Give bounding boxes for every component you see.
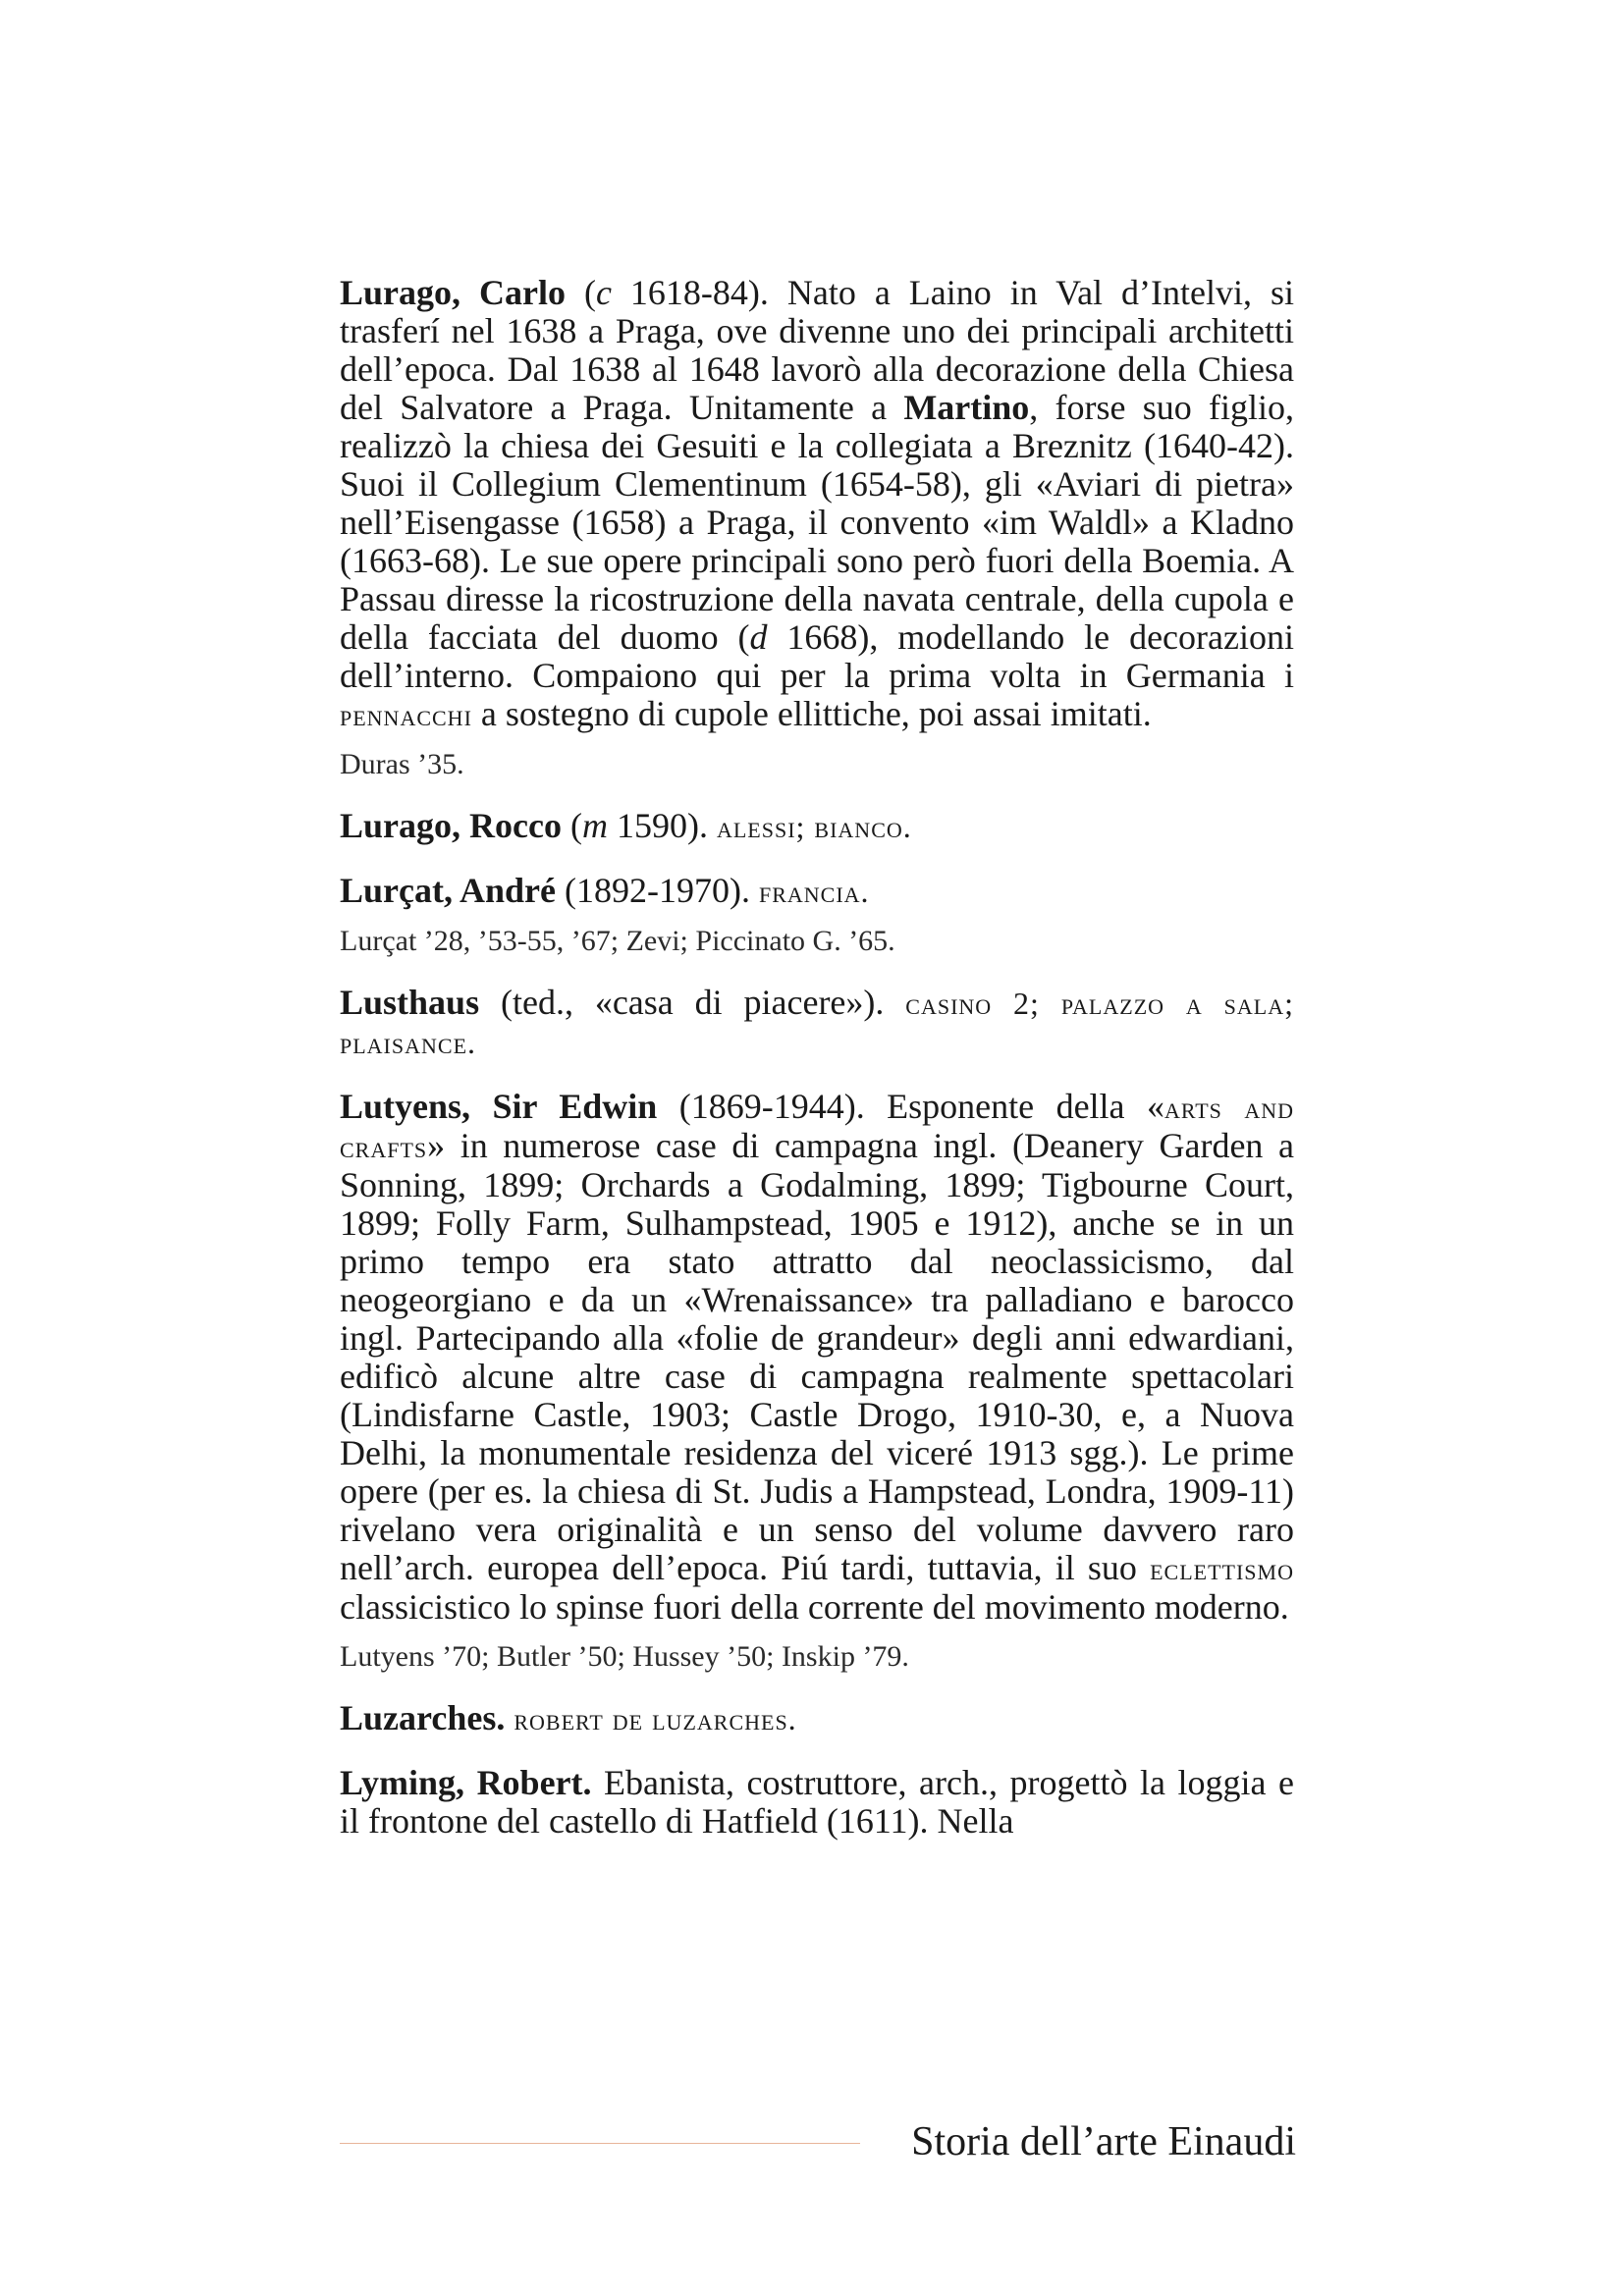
cross-reference: pennacchi [340,697,472,732]
dictionary-entry [340,1699,1294,1738]
cross-reference: casino 2; palazzo a sala; plaisance. [340,986,1294,1060]
entry-headword: Lyming, Robert. [340,1763,592,1802]
entry-text: ( [565,273,596,312]
entry-body [340,1699,1294,1738]
entry-body [340,984,1294,1062]
entry-text: 1668), modellando le decorazioni dell’interno. Compaiono qui per la prima volta in Germania i [340,617,1294,695]
entry-text: Ebanista, costruttore, arch., progettò la loggia e il frontone del castello di Hatfield (1611). Nella [340,1763,1294,1841]
entry-body [340,1088,1294,1627]
abbreviation: m [581,806,608,845]
abbreviation: d [749,617,768,657]
cross-reference: arts and crafts [340,1090,1295,1164]
cross-reference: francia. [758,874,870,909]
related-name: Martino [903,388,1030,427]
dictionary-entry [340,1088,1294,1674]
dictionary-entry [340,872,1294,958]
dictionary-entry [340,1764,1294,1841]
entry-headword: Lurago, Carlo [340,273,566,312]
entry-body [340,807,1294,846]
cross-reference: alessi; bianco. [716,809,912,844]
entry-headword: Lurçat, André [340,871,556,910]
entry-text: 1590). [607,806,717,845]
entry-text [505,1698,514,1737]
entry-text: a sostegno di cupole ellittiche, poi assai imitati. [471,694,1152,733]
entry-headword: Lutyens, Sir Edwin [340,1087,658,1126]
abbreviation: c [595,273,612,312]
dictionary-entry [340,807,1294,846]
entry-headword: Luzarches. [340,1698,506,1737]
entry-text: (1892-1970). [556,871,759,910]
entry-text: (ted., «casa di piacere»). [479,983,906,1022]
entry-body [340,872,1294,911]
footer-title: Storia dell’arte Einaudi [911,2119,1296,2164]
entry-text: » in numerose case di campagna ingl. (Deanery Garden a Sonning, 1899; Orchards a Godalming, 1899; Tigbourne Court, 1899; Folly Farm, Sulhampstead, 1905 e 1912), anche se in un primo tempo era stato attratto dal neoclassicismo, dal neogeorgiano e da un «Wrenaissance» tra palladiano e barocco ingl. Partecipando alla «folie de grandeur» degli anni edwardiani, edificò alcune altre case di campagna realmente spettacolari (Lindisfarne Castle, 1903; Castle Drogo, 1910-30, e, a Nuova Delhi, la monumentale residenza del viceré 1913 sgg.). Le prime opere (per es. la chiesa di St. Judis a Hampstead, Londra, 1909-11) rivelano vera originalità e un senso del volume davvero raro nell’arch. europea dell’epoca. Piú tardi, tuttavia, il suo [340,1126,1294,1587]
entry-bibliography: Lurçat ’28, ’53-55, ’67; Zevi; Piccinato G. ’65. [340,925,895,957]
entry-bibliography: Duras ’35. [340,748,464,780]
entry-headword: Lusthaus [340,983,480,1022]
cross-reference: robert de luzarches. [514,1701,797,1736]
cross-reference: eclettismo [1150,1551,1294,1586]
entry-body [340,274,1294,734]
footer-rule [340,2143,860,2144]
entry-body [340,1764,1294,1841]
entry-text: ( [561,806,582,845]
entry-bibliography: Lutyens ’70; Butler ’50; Hussey ’50; Inskip ’79. [340,1640,909,1673]
dictionary-entry [340,274,1294,781]
entry-text: (1869-1944). Esponente della « [657,1087,1164,1126]
entry-text: , forse suo figlio, realizzò la chiesa dei Gesuiti e la collegiata a Breznitz (1640-42). Suoi il Collegium Clementinum (1654-58), gli «Aviari di pietra» nell’Eisengasse (1658) a Praga, il convento «im Waldl» a Kladno (1663-68). Le sue opere principali sono però fuori della Boemia. A Passau diresse la ricostruzione della navata centrale, della cupola e della facciata del duomo ( [340,388,1295,657]
entry-headword: Lurago, Rocco [340,806,562,845]
entry-text: classicistico lo spinse fuori della corrente del movimento moderno. [340,1587,1289,1627]
text-column [340,274,1294,1866]
dictionary-entry [340,984,1294,1062]
entry-text: 1618-84). Nato a Laino in Val d’Intelvi, si trasferí nel 1638 a Praga, ove divenne uno dei principali architetti dell’epoca. Dal 1638 al 1648 lavorò alla decorazione della Chiesa del Salvatore a Praga. Unitamente a [340,273,1294,427]
